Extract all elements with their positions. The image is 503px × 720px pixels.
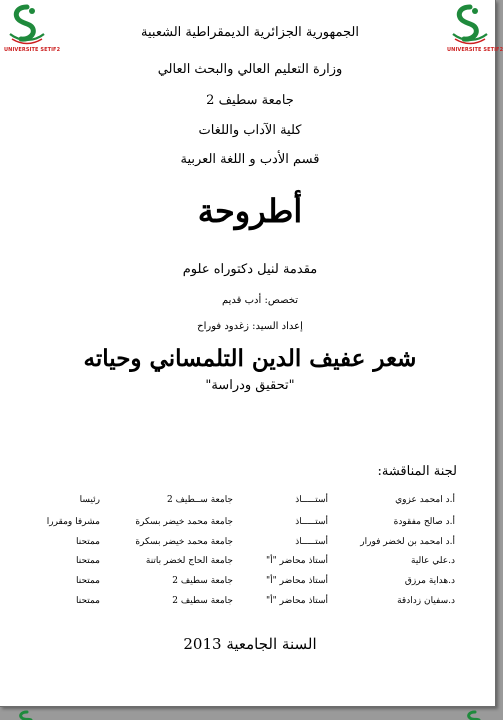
republic-name: الجمهورية الجزائرية الديمقراطية الشعبية — [141, 25, 359, 40]
thesis-title: شعر عفيف الدين التلمساني وحياته — [83, 345, 417, 372]
member-role: ممتحنا — [75, 576, 100, 586]
member-university: جامعة سطيف 2 — [172, 596, 233, 606]
university-emblem-icon — [4, 4, 50, 46]
committee-row — [0, 556, 495, 576]
member-rank: أستـــــاذ — [295, 517, 328, 527]
university-emblem-icon — [460, 711, 490, 720]
author-line: إعداد السيد: زغدود فوراح — [197, 321, 303, 332]
next-page-edge — [0, 711, 500, 720]
member-name: أ.د امحمد عزوي — [395, 495, 455, 505]
member-name: أ.د صالح مفقودة — [393, 517, 455, 527]
committee-row — [0, 576, 495, 596]
member-rank: أستاذ محاضر "أ" — [266, 576, 328, 586]
committee-row — [0, 596, 495, 616]
committee-heading: لجنة المناقشة: — [377, 464, 457, 479]
member-role: مشرفا ومقررا — [46, 517, 100, 527]
university-emblem-icon — [447, 4, 493, 46]
academic-year: السنة الجامعية 2013 — [183, 635, 317, 653]
university-name: جامعة سطيف 2 — [206, 93, 294, 108]
document-type: أطروحة — [197, 192, 303, 230]
member-university: جامعة ســطيف 2 — [167, 495, 233, 505]
member-rank: أستاذ محاضر "أ" — [266, 556, 328, 566]
member-university: جامعة سطيف 2 — [172, 576, 233, 586]
university-logo-right — [447, 4, 503, 54]
member-name: د.هداية مرزق — [404, 576, 455, 586]
member-role: ممتحنا — [75, 537, 100, 547]
department-name: قسم الأدب و اللغة العربية — [180, 152, 320, 167]
member-name: د.علي عالية — [411, 556, 455, 566]
committee-row — [0, 495, 495, 515]
ministry-name: وزارة التعليم العالي والبحث العالي — [157, 62, 343, 77]
member-university: جامعة الحاج لخضر باتنة — [145, 556, 233, 566]
committee-row — [0, 537, 495, 557]
member-rank: أستـــــاذ — [295, 495, 328, 505]
specialty-line: تخصص: أدب قديم — [221, 295, 298, 306]
university-logo-left — [4, 4, 61, 54]
thesis-tagline: "تحقيق ودراسة" — [205, 378, 295, 393]
member-rank: أستاذ محاضر "أ" — [266, 596, 328, 606]
member-rank: أستـــــاذ — [295, 537, 328, 547]
member-university: جامعة محمد خيضر بسكرة — [135, 537, 233, 547]
member-name: أ.د امحمد بن لخضر فورار — [360, 537, 455, 547]
university-emblem-icon — [12, 711, 42, 720]
member-name: د.سفيان زدادقة — [397, 596, 455, 606]
degree-line: مقدمة لنيل دكتوراه علوم — [182, 262, 318, 277]
member-role: ممتحنا — [75, 596, 100, 606]
logo-caption: UNIVERSITE SETIF2 — [4, 47, 61, 53]
member-role: ممتحنا — [75, 556, 100, 566]
committee-row — [0, 517, 495, 537]
member-university: جامعة محمد خيضر بسكرة — [135, 517, 233, 527]
member-role: رئيسا — [79, 495, 100, 505]
logo-caption: UNIVERSITE SETIF2 — [447, 47, 503, 53]
faculty-name: كلية الآداب واللغات — [198, 123, 302, 138]
